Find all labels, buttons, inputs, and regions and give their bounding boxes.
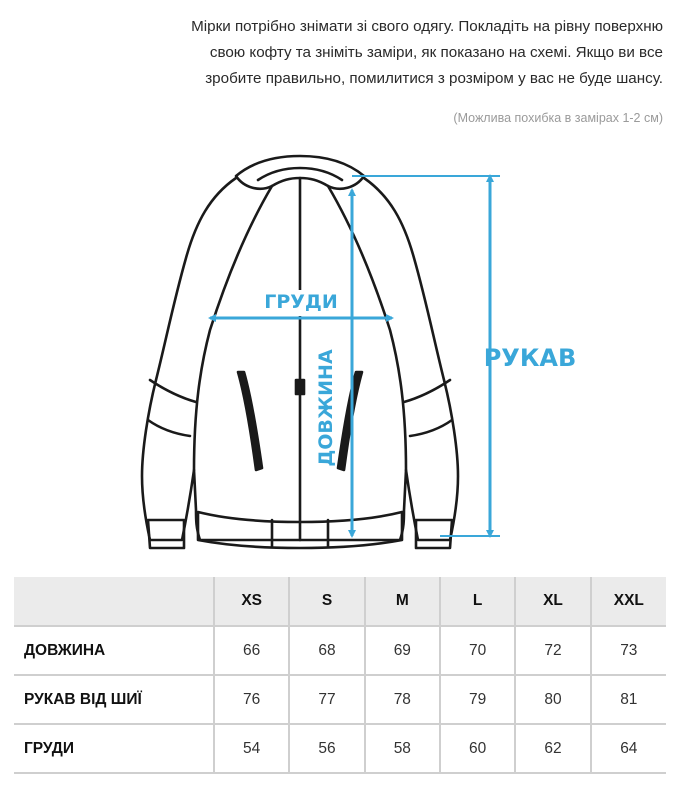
jacket-illustration	[142, 156, 458, 548]
length-label: ДОВЖИНА	[315, 349, 337, 467]
left-cuff	[148, 520, 184, 548]
length-label-group	[315, 349, 337, 467]
table-cell: 72	[515, 626, 590, 675]
table-cell: 62	[515, 724, 590, 773]
right-cuff	[416, 520, 452, 548]
table-cell: 60	[440, 724, 515, 773]
table-header-s: S	[289, 577, 364, 626]
table-header-m: M	[365, 577, 440, 626]
table-cell: 68	[289, 626, 364, 675]
table-cell: 54	[214, 724, 289, 773]
table-cell: 70	[440, 626, 515, 675]
table-cell: 78	[365, 675, 440, 724]
table-cell: 58	[365, 724, 440, 773]
table-cell: 77	[289, 675, 364, 724]
right-pocket	[338, 372, 362, 470]
table-header-xxl: XXL	[591, 577, 666, 626]
intro-line-1: Мірки потрібно знімати зі свого одягу. Покладіть на рівну поверхню	[191, 18, 663, 35]
table-header-empty	[14, 577, 214, 626]
sleeve-label: РУКАВ	[483, 344, 577, 372]
row-label: ДОВЖИНА	[14, 626, 214, 675]
table-cell: 66	[214, 626, 289, 675]
table-cell: 76	[214, 675, 289, 724]
table-cell: 80	[515, 675, 590, 724]
table-header-xs: XS	[214, 577, 289, 626]
measurement-note: (Можлива похибка в замірах 1-2 см)	[453, 111, 663, 125]
intro-line-2: свою кофту та зніміть заміри, як показано на схемі. Якщо ви все	[209, 44, 663, 61]
jacket-measurement-diagram	[0, 135, 679, 575]
table-cell: 56	[289, 724, 364, 773]
table-row-length	[14, 626, 666, 675]
intro-line-3: зробите правильно, помилитися з розміром у вас не буде шансу.	[205, 70, 663, 87]
left-pocket	[238, 372, 262, 470]
chest-label-group	[264, 290, 338, 316]
table-cell: 81	[591, 675, 666, 724]
table-header-l: L	[440, 577, 515, 626]
chest-label: ГРУДИ	[264, 291, 338, 313]
row-label: ГРУДИ	[14, 724, 214, 773]
table-header-xl: XL	[515, 577, 590, 626]
table-row-chest	[14, 724, 666, 773]
sleeve-label-group	[484, 344, 577, 372]
row-label: РУКАВ ВІД ШИЇ	[14, 675, 214, 724]
table-cell: 64	[591, 724, 666, 773]
table-header-row	[14, 577, 666, 626]
table-cell: 73	[591, 626, 666, 675]
table-row-sleeve	[14, 675, 666, 724]
table-cell: 79	[440, 675, 515, 724]
intro-text	[13, 14, 663, 92]
table-cell: 69	[365, 626, 440, 675]
size-table	[14, 577, 666, 774]
